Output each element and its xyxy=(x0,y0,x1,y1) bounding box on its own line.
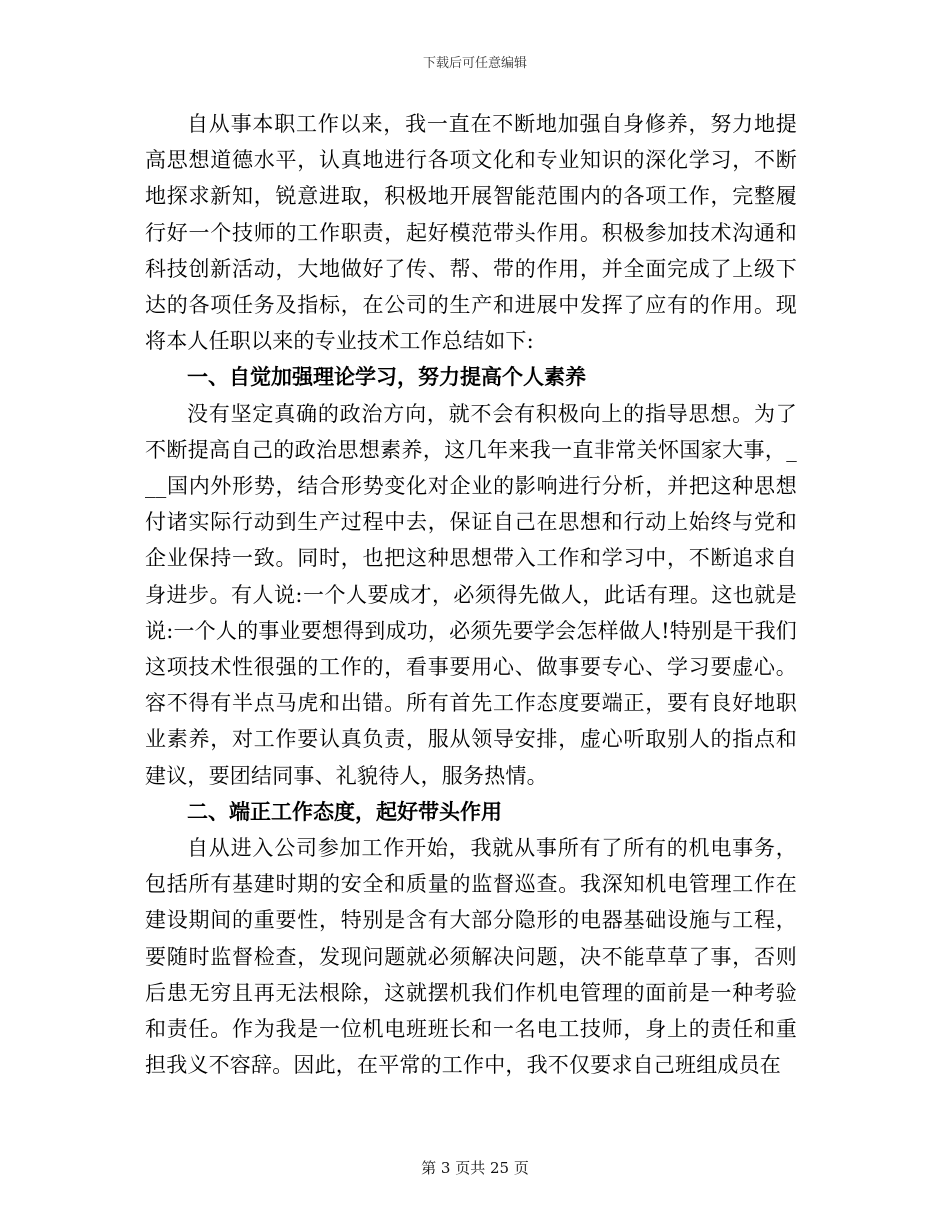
section-heading-2: 二、端正工作态度，起好带头作用 xyxy=(187,798,502,824)
page-header: 下载后可任意编辑 xyxy=(422,56,527,71)
page-number: 第 3 页共 25 页 xyxy=(421,1159,529,1177)
paragraph-intro: 自从事本职工作以来，我一直在不断地加强自身修养，努力地提高思想道德水平，认真地进行各项文化和专业知识的深化学习，不断地探求新知，锐意进取，积极地开展智能范围内的各项工作，完整履行好一个技师的工作职责，起好模范带头作用。积极参加技术沟通和科技创新活动，大地做好了传、帮、带的作用，并全面完成了上级下达的各项任务及指标，在公司的生产和进展中发挥了应有的作用。现将本人任职以来的专业技术工作总结如下: xyxy=(145,112,797,354)
paragraph-section-1: 没有坚定真确的政治方向，就不会有积极向上的指导思想。为了不断提高自己的政治思想素养，这几年来我一直非常关怀国家大事，___国内外形势，结合形势变化对企业的影响进行分析，并把这种思想付诸实际行动到生产过程中去，保证自己在思想和行动上始终与党和企业保持一致。同时，也把这种思想带入工作和学习中，不断追求自身进步。有人说:一个人要成才，必须得先做人，此话有理。这也就是说:一个人的事业要想得到成功，必须先要学会怎样做人!特别是干我们这项技术性很强的工作的，看事要用心、做事要专心、学习要虚心。容不得有半点马虎和出错。所有首先工作态度要端正，要有良好地职业素养，对工作要认真负责，服从领导安排，虚心听取别人的指点和建议，要团结同事、礼貌待人，服务热情。 xyxy=(145,401,797,788)
paragraph-section-2: 自从进入公司参加工作开始，我就从事所有了所有的机电事务，包括所有基建时期的安全和质量的监督巡查。我深知机电管理工作在建设期间的重要性，特别是含有大部分隐形的电器基础设施与工程，要随时监督检查，发现问题就必须解决问题，决不能草草了事，否则后患无穷且再无法根除，这就摆机我们作机电管理的面前是一种考验和责任。作为我是一位机电班班长和一名电工技师，身上的责任和重担我义不容辞。因此，在平常的工作中，我不仅要求自己班组成员在 xyxy=(145,836,797,1078)
document-body xyxy=(145,106,797,1083)
section-heading-1: 一、自觉加强理论学习，努力提高个人素养 xyxy=(187,364,586,390)
